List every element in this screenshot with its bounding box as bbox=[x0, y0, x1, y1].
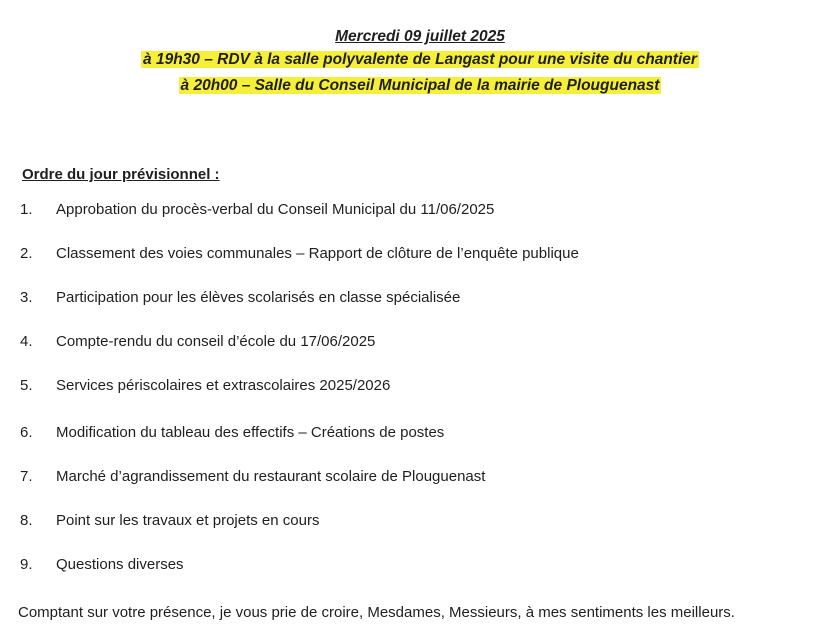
agenda-item-number: 2. bbox=[20, 245, 33, 262]
agenda-item bbox=[20, 333, 375, 350]
agenda-item-text: Compte-rendu du conseil d’école du 17/06/2025 bbox=[56, 333, 376, 350]
agenda-item-text: Modification du tableau des effectifs – Créations de postes bbox=[56, 424, 445, 441]
agenda-item-number: 3. bbox=[20, 289, 33, 306]
agenda-item-number: 9. bbox=[20, 556, 33, 573]
agenda-item-text: Approbation du procès-verbal du Conseil Municipal du 11/06/2025 bbox=[56, 201, 495, 218]
agenda-item bbox=[20, 377, 390, 394]
agenda-item-number: 1. bbox=[20, 201, 33, 218]
schedule-line-1 bbox=[0, 50, 840, 70]
agenda-item-number: 7. bbox=[20, 468, 33, 485]
agenda-item-text: Point sur les travaux et projets en cours bbox=[56, 512, 320, 529]
agenda-item-number: 6. bbox=[20, 424, 33, 441]
schedule-line-2 bbox=[0, 76, 840, 96]
agenda-item-text: Marché d’agrandissement du restaurant scolaire de Plouguenast bbox=[56, 468, 486, 485]
agenda-title: Ordre du jour prévisionnel : bbox=[22, 166, 220, 183]
agenda-item-text: Participation pour les élèves scolarisés en classe spécialisée bbox=[56, 289, 461, 306]
meeting-date-line bbox=[0, 27, 840, 47]
agenda-item-text: Classement des voies communales – Rapport de clôture de l’enquête publique bbox=[56, 245, 579, 262]
agenda-item-text: Questions diverses bbox=[56, 556, 184, 573]
agenda-item-text: Services périscolaires et extrascolaires 2025/2026 bbox=[56, 377, 391, 394]
agenda-item bbox=[20, 289, 460, 306]
meeting-date: Mercredi 09 juillet 2025 bbox=[335, 28, 505, 45]
agenda-item bbox=[20, 556, 184, 573]
agenda-item bbox=[20, 424, 444, 441]
agenda-item-number: 8. bbox=[20, 512, 33, 529]
agenda-item bbox=[20, 512, 319, 529]
closing-sentence: Comptant sur votre présence, je vous prie de croire, Mesdames, Messieurs, à mes sentiments les meilleurs. bbox=[18, 604, 735, 621]
agenda-item bbox=[20, 245, 579, 262]
agenda-item bbox=[20, 468, 485, 485]
schedule-council-text: à 20h00 – Salle du Conseil Municipal de la mairie de Plouguenast bbox=[180, 77, 660, 94]
agenda-item-number: 4. bbox=[20, 333, 33, 350]
agenda-item-number: 5. bbox=[20, 377, 33, 394]
agenda-item bbox=[20, 201, 494, 218]
schedule-visit-text: à 19h30 – RDV à la salle polyvalente de Langast pour une visite du chantier bbox=[143, 51, 697, 68]
